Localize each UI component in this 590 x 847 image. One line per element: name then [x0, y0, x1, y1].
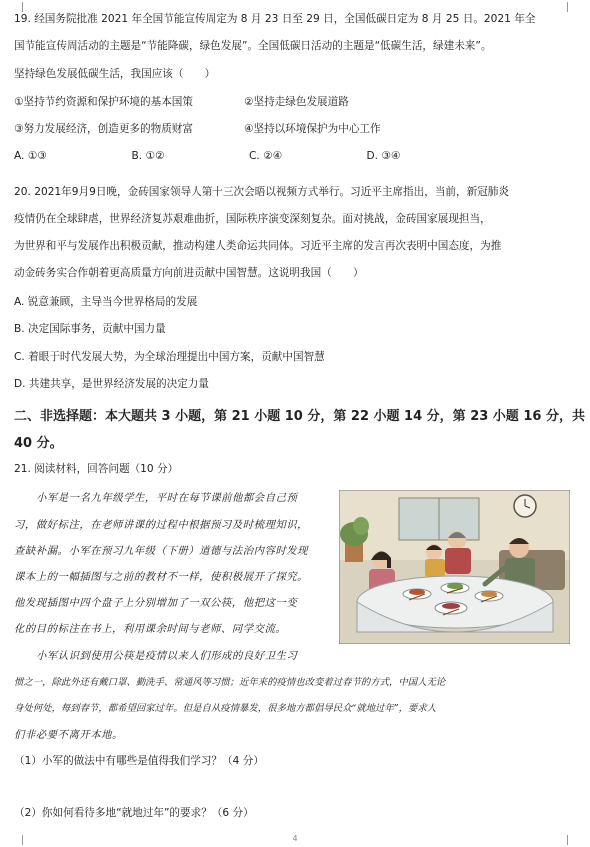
q19-option-b[interactable]: B. ①② — [131, 150, 165, 162]
q20-stem-line: 动金砖务实合作朝着更高质量方向前进贡献中国智慧。这说明我国（ ） — [14, 267, 364, 279]
q21-head: 21. 阅读材料，回答问题（10 分） — [14, 463, 179, 475]
q21-material-line: 课本上的一幅插图与之前的教材不一样，使积极展开了探究。 — [14, 571, 309, 583]
q19-options — [14, 150, 484, 162]
page-number: 4 — [292, 834, 298, 843]
q21-material-line: 小军是一名九年级学生，平时在每节课前他都会自己预 — [36, 492, 298, 504]
q19-stem-line: 坚持绿色发展低碳生活，我国应该（ ） — [14, 68, 216, 80]
q21-material-line: 他发现插图中四个盘子上分别增加了一双公筷，他把这一变 — [14, 597, 298, 609]
family-dining-illustration — [339, 490, 570, 644]
crop-mark — [12, 2, 23, 12]
q21-material-line: 惯之一，除此外还有戴口罩、勤洗手、常通风等习惯；近年来的疫情也改变着过春节的方式，中国人无论 — [14, 677, 446, 688]
q21-material-line: 身处何处，每到春节，都希望回家过年。但是自从疫情暴发，很多地方都倡导民众“就地过年”，要求人 — [14, 703, 437, 714]
q21-subquestion-1: （1）小军的做法中有哪些是值得我们学习？（4 分） — [14, 755, 264, 767]
q20-option-b[interactable]: B. 决定国际事务，贡献中国力量 — [14, 323, 166, 335]
q20-option-d[interactable]: D. 共建共享，是世界经济发展的决定力量 — [14, 378, 209, 390]
q21-subquestion-2: （2）你如何看待多地“就地过年”的要求？（6 分） — [14, 807, 254, 819]
section-heading: 二、非选择题：本大题共 3 小题，第 21 小题 10 分，第 22 小题 14 分，第 23 小题 16 分，共 — [14, 409, 585, 424]
q19-stem-line: 国节能宣传周活动的主题是“节能降碳，绿色发展”。全国低碳日活动的主题是“低碳生活，绿建未来”。 — [14, 40, 492, 52]
q20-stem-line: 20. 2021年9月9日晚，金砖国家领导人第十三次会晤以视频方式举行。习近平主席指出，当前，新冠肺炎 — [14, 186, 509, 198]
q19-option-d[interactable]: D. ③④ — [366, 150, 401, 162]
section-heading-cont: 40 分。 — [14, 436, 63, 451]
q19-item: ④坚持以环境保护为中心工作 — [244, 123, 381, 135]
q19-option-a[interactable]: A. ①③ — [14, 150, 47, 162]
q21-material-line: 小军认识到使用公筷是疫情以来人们形成的良好卫生习 — [36, 650, 298, 662]
q19-stem-line: 19. 经国务院批准 2021 年全国节能宣传周定为 8 月 23 日至 29 日，全国低碳日定为 8 月 25 日。2021 年全 — [14, 13, 536, 25]
q21-material-line: 查缺补漏。小军在预习九年级（下册）道德与法治内容时发现 — [14, 545, 309, 557]
q20-stem-line: 疫情仍在全球肆虐，世界经济复苏艰难曲折，国际秩序演变深刻复杂。面对挑战，金砖国家展现担当， — [14, 213, 491, 225]
q21-material-line: 们非必要不离开本地。 — [14, 729, 123, 741]
q21-material-line: 化的目的标注在书上，利用课余时间与老师、同学交流。 — [14, 623, 287, 635]
q19-item: ②坚持走绿色发展道路 — [244, 96, 349, 108]
q19-option-c[interactable]: C. ②④ — [249, 150, 283, 162]
q20-option-a[interactable]: A. 锐意兼顾，主导当今世界格局的发展 — [14, 296, 198, 308]
q20-option-c[interactable]: C. 着眼于时代发展大势，为全球治理提出中国方案，贡献中国智慧 — [14, 351, 325, 363]
q20-stem-line: 为世界和平与发展作出积极贡献，推动构建人类命运共同体。习近平主席的发言再次表明中国态度，为推 — [14, 240, 502, 252]
q21-material-line: 习，做好标注，在老师讲课的过程中根据预习及时梳理知识， — [14, 519, 309, 531]
crop-mark — [567, 2, 578, 12]
q19-item: ③努力发展经济，创造更多的物质财富 — [14, 123, 193, 135]
q19-item: ①坚持节约资源和保护环境的基本国策 — [14, 96, 193, 108]
